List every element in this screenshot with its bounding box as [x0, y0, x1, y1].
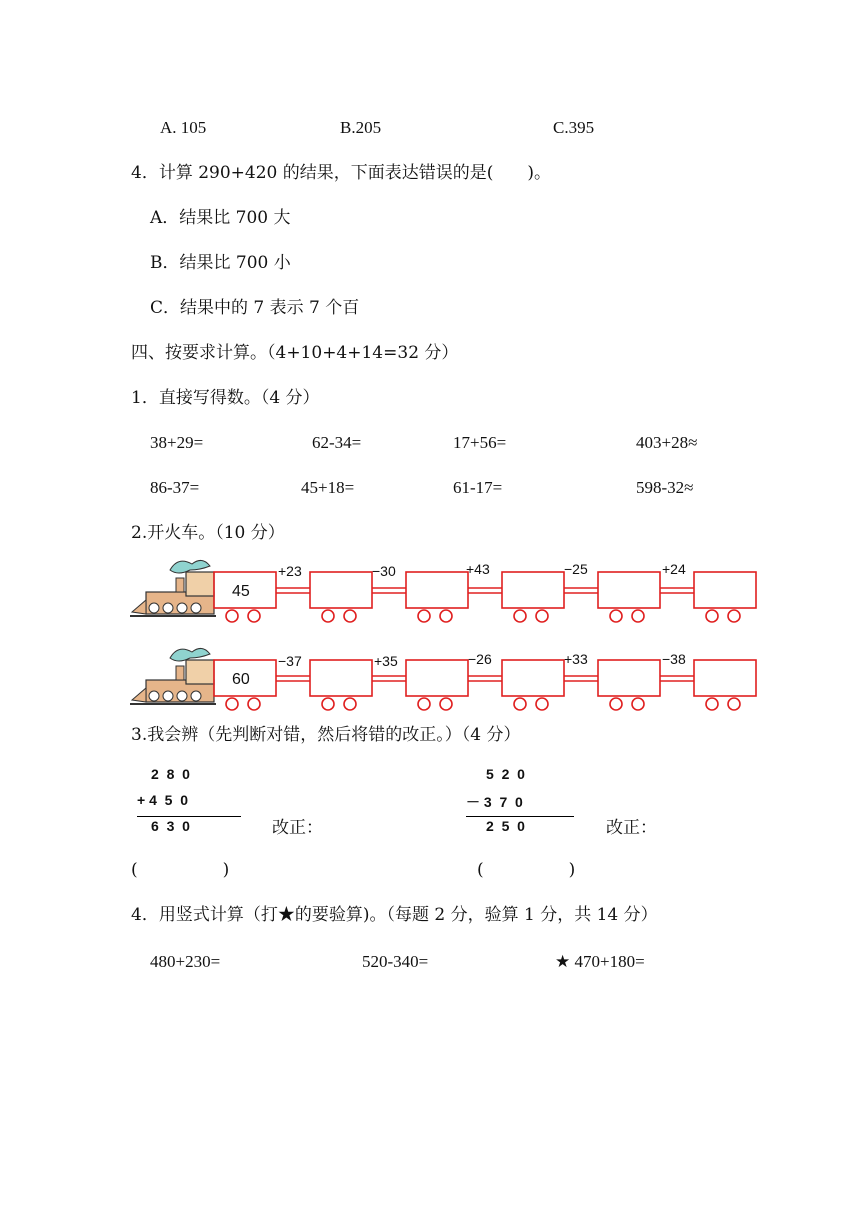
calc-item: 45+18=: [301, 478, 355, 497]
train-car: [406, 660, 468, 696]
part-2-title: 2.开火车。（10 分）: [131, 523, 285, 543]
train-car: [310, 660, 372, 696]
calc-top: 2 8 0: [151, 766, 190, 782]
train-car: [694, 660, 756, 696]
calc-operand: － 3 7 0: [466, 794, 523, 810]
answer-paren: ( ): [477, 860, 576, 880]
calc-item: 61-17=: [453, 478, 503, 497]
train-car: [694, 572, 756, 608]
calc-operand: + 4 5 0: [137, 792, 188, 808]
train-op: −26: [468, 651, 492, 667]
train-op: −25: [564, 561, 588, 577]
train-1: [130, 556, 760, 626]
correct-label: 改正：: [272, 818, 323, 838]
train-op: −30: [372, 563, 396, 579]
locomotive-icon: [130, 648, 216, 704]
train-2: [130, 644, 760, 714]
calc-result: 2 5 0: [486, 818, 525, 834]
train-car: [502, 660, 564, 696]
calc-item: 62-34=: [312, 433, 362, 452]
q4-option-b: B．结果比 700 小: [150, 253, 291, 273]
vertical-calc-item-starred: ★ 470+180=: [555, 952, 645, 971]
correct-label: 改正：: [606, 818, 657, 838]
question-4-stem: 4．计算 290+420 的结果，下面表达错误的是( )。: [131, 163, 552, 183]
vertical-calc-item: 520-340=: [362, 952, 429, 971]
vertical-calc-item: 480+230=: [150, 952, 221, 971]
train-car: [406, 572, 468, 608]
train-op: +24: [662, 561, 686, 577]
option-b: B.205: [340, 118, 382, 137]
train-start-value: 60: [232, 671, 250, 688]
option-a: A. 105: [160, 118, 207, 137]
train-car: [310, 572, 372, 608]
part-4-title: 4．用竖式计算（打★的要验算)。（每题 2 分，验算 1 分，共 14 分）: [131, 905, 658, 925]
train-op: +43: [466, 561, 490, 577]
part-1-title: 1．直接写得数。（4 分）: [131, 388, 320, 408]
calc-result: 6 3 0: [151, 818, 190, 834]
calc-underline: [137, 816, 241, 817]
section-4-title: 四、按要求计算。（4+10+4+14=32 分）: [131, 343, 459, 363]
calc-item: 86-37=: [150, 478, 200, 497]
train-car: [598, 572, 660, 608]
calc-top: 5 2 0: [486, 766, 525, 782]
train-op: +35: [374, 653, 398, 669]
vertical-calc-1: [137, 762, 247, 832]
train-car: [598, 660, 660, 696]
train-op: −38: [662, 651, 686, 667]
q4-option-a: A．结果比 700 大: [150, 208, 291, 228]
train-op: −37: [278, 653, 302, 669]
train-car: [502, 572, 564, 608]
answer-paren: ( ): [131, 860, 230, 880]
option-c: C.395: [553, 118, 595, 137]
locomotive-icon: [130, 560, 216, 616]
train-op: +33: [564, 651, 588, 667]
part-3-title: 3.我会辨（先判断对错，然后将错的改正。）（4 分）: [131, 725, 521, 745]
vertical-calc-2: [466, 762, 586, 832]
calc-item: 598-32≈: [636, 478, 694, 497]
calc-item: 17+56=: [453, 433, 507, 452]
calc-item: 403+28≈: [636, 433, 698, 452]
calc-item: 38+29=: [150, 433, 204, 452]
train-op: +23: [278, 563, 302, 579]
calc-underline: [466, 816, 574, 817]
q4-option-c: C．结果中的 7 表示 7 个百: [150, 298, 360, 318]
train-start-value: 45: [232, 583, 250, 600]
